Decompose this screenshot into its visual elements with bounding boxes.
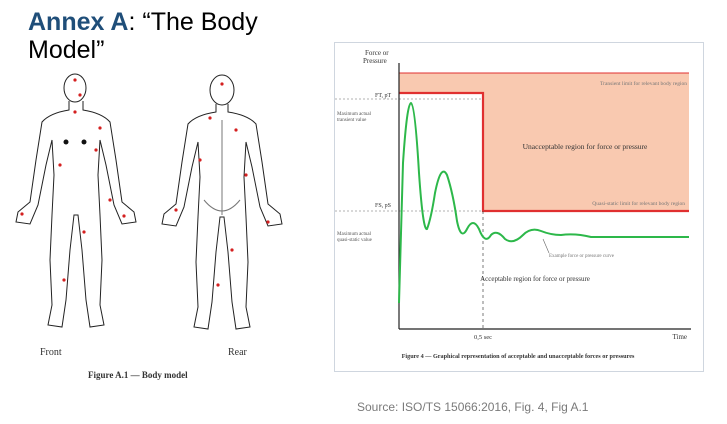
transient-limit-label: Transient limit for relevant body region: [599, 81, 687, 87]
y-axis-label-1: Force or: [365, 49, 389, 57]
front-label: Front: [40, 347, 62, 358]
curve-label: Example force or pressure curve: [549, 254, 614, 259]
rear-body-outline: [162, 75, 282, 329]
source-citation: Source: ISO/TS 15066:2016, Fig. 4, Fig A.1: [357, 400, 589, 414]
curve-label-pointer: [543, 239, 549, 253]
body-model-figure: [0, 60, 330, 390]
title-rest: : “The Body: [128, 8, 258, 36]
graph-caption: Figure 4 — Graphical representation of acceptable and unacceptable forces or pressures: [401, 353, 635, 360]
ft-label: FT, pT: [375, 93, 392, 99]
acceptable-region-label: Acceptable region for force or pressure: [480, 275, 590, 283]
max-quasi-label-2: quasi-static value: [337, 238, 372, 243]
body-region-markers: [20, 78, 269, 286]
slide-title: [28, 8, 258, 64]
y-axis-label-2: Pressure: [363, 57, 387, 65]
max-quasi-label-1: Maximum actual: [337, 232, 372, 237]
unacceptable-region: [483, 93, 689, 211]
force-pressure-graph-panel: [334, 42, 704, 372]
unacceptable-region-label: Unacceptable region for force or pressure: [522, 142, 648, 151]
max-transient-label-1: Maximum actual: [337, 112, 372, 117]
time-tick-label: 0,5 sec: [473, 334, 493, 341]
title-accent: Annex A: [28, 8, 129, 36]
rear-label: Rear: [228, 347, 247, 358]
fs-label: FS, pS: [375, 203, 392, 209]
max-transient-label-2: transient value: [337, 118, 367, 123]
title-line-2: Model”: [28, 36, 105, 64]
body-model-caption: Figure A.1 — Body model: [88, 370, 188, 380]
force-pressure-graph: [335, 43, 703, 371]
quasi-static-limit-label: Quasi-static limit for relevant body region: [592, 201, 685, 207]
x-axis-label: Time: [672, 333, 687, 341]
